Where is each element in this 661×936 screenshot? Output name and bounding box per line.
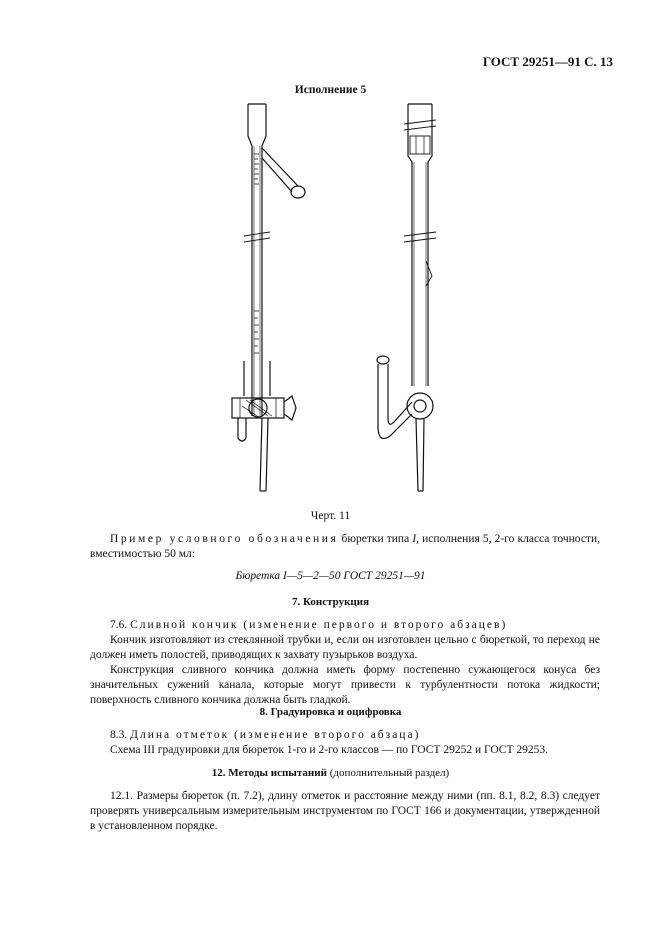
section-8-title: 8. Градуировка и оцифровка [259, 706, 402, 718]
section-12-note: (дополнительный раздел) [326, 767, 450, 779]
right-burette [377, 104, 436, 491]
section-7-title: 7. Конструкция [291, 596, 370, 608]
example-paragraph [90, 532, 600, 562]
item-8-3-title: Длина отметок (изменение второго абзаца) [130, 729, 421, 741]
example-type-numeral: I [412, 533, 417, 545]
variant-title: Исполнение 5 [294, 84, 367, 96]
item-7-6 [90, 618, 600, 633]
section-12-title: 12. Методы испытаний [211, 767, 327, 779]
left-burette [232, 104, 305, 491]
page-header: ГОСТ 29251—91 С. 13 [482, 54, 613, 69]
figure-caption: Черт. 11 [310, 510, 351, 522]
section-7-heading [0, 596, 661, 608]
example-designation: Бюретка I—5—2—50 ГОСТ 29251—91 [235, 570, 426, 582]
section-8-paragraph: Схема III градуировки для бюреток 1-го и 2-го классов — по ГОСТ 29252 и ГОСТ 29253. [110, 744, 548, 756]
example-spaced-label: Пример условного обозначения [110, 533, 339, 545]
example-text-a: бюретки типа [338, 533, 413, 545]
item-8-3-number: 8.3. [110, 729, 131, 741]
burette-drawing [180, 96, 480, 506]
section-8-heading [0, 706, 661, 718]
section-12-paragraph: 12.1. Размеры бюреток (п. 7.2), длину отметок и расстояние между ними (пп. 8.1, 8.2, 8.3) следует проверять универсальным измерительным инструментом по ГОСТ 166 и документации, утвержденной в установленном порядке. [90, 790, 600, 832]
section-7-paragraph-2: Конструкция сливного кончика должна иметь форму постепенно сужающегося конуса без значительных сужений канала, которые могут привести к турбулентности потока жидкости; поверхность сливного кончика должна быть гладкой. [90, 664, 600, 706]
item-7-6-title: Сливной кончик (изменение первого и второго абзацев) [130, 619, 508, 631]
item-7-6-number: 7.6. [110, 619, 131, 631]
example-text-b: , исполнения 5, 2-го класса точности, вместимостью 50 мл: [90, 533, 600, 560]
section-12-heading [0, 767, 661, 779]
item-8-3 [90, 728, 600, 743]
section-7-paragraph-1: Кончик изготовляют из стеклянной трубки и, если он изготовлен цельно с бюреткой, то переход не должен иметь полостей, приводящих к захвату пузырьков воздуха. [90, 634, 600, 661]
